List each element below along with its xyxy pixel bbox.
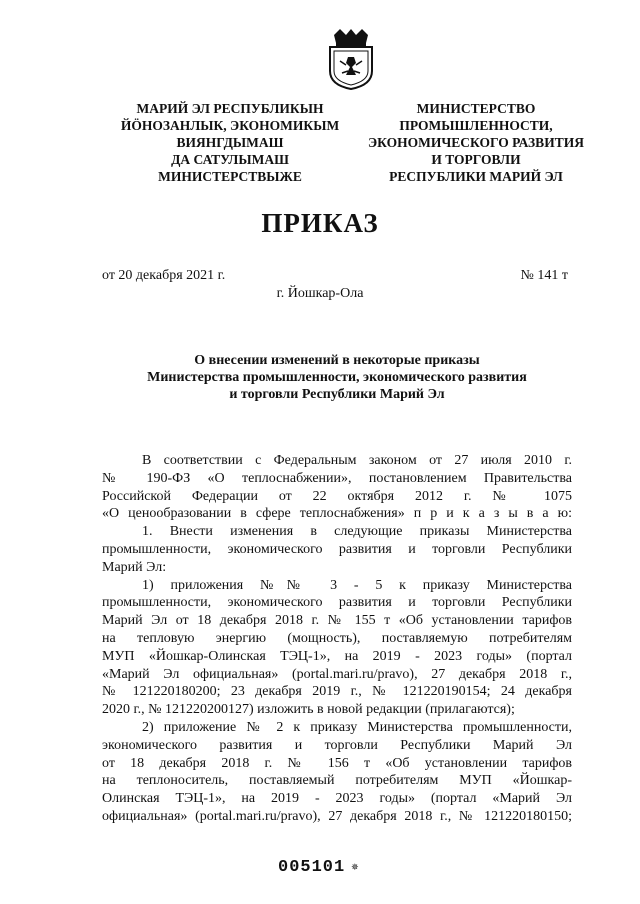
body-line: «Марий Эл официальная» (portal.mari.ru/pravo), 27 декабря 2018 г., <box>102 666 572 682</box>
header-left-line: МАРИЙ ЭЛ РЕСПУБЛИКЫН <box>136 101 324 116</box>
header-russian <box>356 100 596 185</box>
header-left-line: ДА САТУЛЫМАШ <box>171 152 289 167</box>
body-line: В соответствии с Федеральным законом от 27 июля 2010 г. <box>142 453 572 468</box>
subject-line: О внесении изменений в некоторые приказы <box>194 353 480 368</box>
header-right-line: РЕСПУБЛИКИ МАРИЙ ЭЛ <box>389 169 563 184</box>
document-subject <box>102 352 572 403</box>
asterisk-mark-icon: ✵ <box>351 860 360 875</box>
serial-number <box>278 858 359 877</box>
body-line: от 18 декабря 2018 г. № 156 т «Об установлении тарифов <box>102 755 572 771</box>
serial-number-text: 005101 <box>278 858 346 877</box>
body-line: № 121220180200; 23 декабря 2019 г., № 121220190154; 24 декабря <box>102 684 572 700</box>
body-line: на тепловую энергию (мощность), поставляемую потребителям <box>102 630 572 646</box>
body-line: № 190-ФЗ «О теплоснабжении», постановлением Правительства <box>102 470 572 486</box>
body-line: экономического развития и торговли Республики Марий Эл <box>102 737 572 753</box>
body-line: Марий Эл от 18 декабря 2018 г. № 155 т «Об установлении тарифов <box>102 613 572 629</box>
body-line: промышленности, экономического развития и торговли Республики <box>102 541 572 557</box>
header-marij <box>110 100 350 185</box>
body-line: 2020 г., № 121220200127) изложить в новой редакции (прилагаются); <box>102 702 515 718</box>
subject-line: и торговли Республики Марий Эл <box>229 387 445 402</box>
body-line: 1) приложения №№ 3 - 5 к приказу Министерства <box>142 577 572 593</box>
subject-line: Министерства промышленности, экономического развития <box>147 370 527 385</box>
document-city: г. Йошкар-Ола <box>276 286 364 301</box>
body-line: официальная» (portal.mari.ru/pravo), 27 декабря 2018 г., № 121220180150; <box>102 808 572 824</box>
header-left-line: ВИЯНГДЫМАШ <box>176 135 284 150</box>
header-right-line: МИНИСТЕРСТВО <box>416 101 536 116</box>
body-line: МУП «Йошкар-Олинская ТЭЦ-1», на 2019 - 2023 годы» (портал <box>102 648 572 664</box>
header-left-line: ЙӦНОЗАНЛЫК, ЭКОНОМИКЫМ <box>120 118 340 133</box>
coat-of-arms-icon <box>326 27 376 91</box>
header-left-line: МИНИСТЕРСТВЫЖЕ <box>158 169 302 184</box>
body-line: промышленности, экономического развития и торговли Республики <box>102 595 572 611</box>
document-date: от 20 декабря 2021 г. <box>102 268 226 283</box>
body-line: на теплоноситель, поставляемый потребителям МУП «Йошкар- <box>102 773 572 789</box>
body-line: «О ценообразовании в сфере теплоснабжения» п р и к а з ы в а ю: <box>102 506 572 522</box>
header-right-line: ЭКОНОМИЧЕСКОГО РАЗВИТИЯ <box>368 135 584 150</box>
body-line: 1. Внести изменения в следующие приказы Министерства <box>142 524 572 540</box>
body-line: Марий Эл: <box>102 559 167 575</box>
header-right-line: И ТОРГОВЛИ <box>431 152 521 167</box>
body-line: 2) приложение № 2 к приказу Министерства промышленности, <box>142 719 572 735</box>
document-body <box>102 452 572 826</box>
document-number: № 141 т <box>520 268 568 283</box>
body-line: Олинская ТЭЦ-1», на 2019 - 2023 годы» (портал «Марий Эл <box>102 791 572 807</box>
body-line: Российской Федерации от 22 октября 2012 г. № 1075 <box>102 488 572 504</box>
document-title: ПРИКАЗ <box>261 208 379 238</box>
header-right-line: ПРОМЫШЛЕННОСТИ, <box>399 118 553 133</box>
